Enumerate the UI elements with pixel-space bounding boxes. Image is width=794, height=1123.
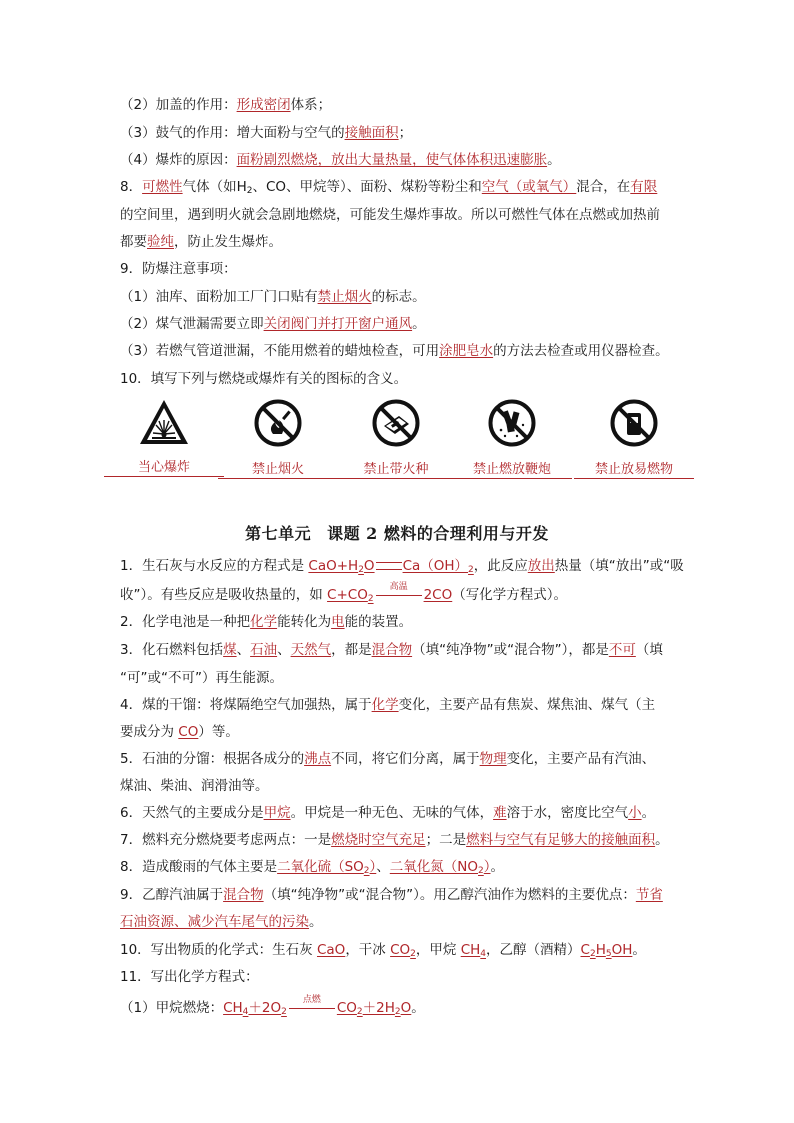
section-heading bbox=[0, 521, 794, 544]
equals-sign bbox=[376, 562, 402, 570]
answer-blank: 验纯 bbox=[147, 234, 174, 250]
text-line: 9．乙醇汽油属于混合物（填“纯净物”或“混合物”）。用乙醇汽油作为燃料的主要优点：节省 bbox=[120, 887, 663, 903]
lesson-title: 课题 2 燃料的合理利用与开发 bbox=[327, 524, 549, 543]
text-line: （1）油库、面粉加工厂门口贴有禁止烟火的标志。 bbox=[120, 289, 426, 305]
text-line: （2）加盖的作用：形成密闭体系； bbox=[120, 97, 332, 113]
text-line: 8．造成酸雨的气体主要是二氧化硫$(SO_2)$、二氧化氮$(NO_2)$。 bbox=[120, 859, 504, 876]
answer-blank: 形成密闭 bbox=[236, 97, 291, 113]
icon-item bbox=[336, 398, 456, 479]
answer-blank: 有限 bbox=[630, 179, 658, 195]
text-line: 的空间里，遇到明火就会急剧地燃烧，可能发生爆炸事故。所以可燃性气体在点燃或加热前 bbox=[120, 207, 660, 223]
no-firecrackers-icon bbox=[487, 398, 537, 448]
answer-blank: 可燃性 bbox=[142, 179, 183, 195]
icon-item bbox=[104, 398, 224, 477]
unit-title: 第七单元 bbox=[245, 524, 312, 543]
text-line: （3）鼓气的作用：增大面粉与空气的接触面积； bbox=[120, 125, 413, 141]
text-line: 6．天然气的主要成分是甲烷。甲烷是一种无色、无味的气体，难溶于水，密度比空气小。 bbox=[120, 805, 656, 821]
text-line: 11．写出化学方程式： bbox=[120, 969, 259, 985]
icon-caption: 禁止烟火 bbox=[218, 458, 338, 479]
answer-blank: 关闭阀门并打开窗户通风 bbox=[263, 316, 413, 332]
text-line: 9．防爆注意事项： bbox=[120, 261, 237, 277]
text-line: （4）爆炸的原因：面粉剧烈燃烧，放出大量热量，使气体体积迅速膨胀。 bbox=[120, 152, 561, 168]
icon-caption: 禁止放易燃物 bbox=[574, 458, 694, 479]
reaction-condition: 点燃 bbox=[287, 999, 337, 1017]
no-smoking-icon bbox=[253, 398, 303, 448]
text-line: （1）甲烷燃烧：$CH_4+2O_2$ 点燃 $CO_2+2H_2O$。 bbox=[120, 995, 425, 1017]
text-line: 7．燃料充分燃烧要考虑两点：一是燃烧时空气充足；二是燃料与空气有足够大的接触面积。 bbox=[120, 832, 669, 848]
explosion-warning-icon bbox=[138, 398, 190, 446]
text-line: （3）若燃气管道泄漏，不能用燃着的蜡烛检查，可用涂肥皂水的方法去检查或用仪器检查。 bbox=[120, 343, 669, 359]
icon-item bbox=[452, 398, 572, 479]
icon-caption: 禁止带火种 bbox=[336, 458, 456, 479]
text-line: 石油资源、减少汽车尾气的污染。 bbox=[120, 914, 323, 930]
text-line: “可”或“不可”）再生能源。 bbox=[120, 670, 283, 686]
text-line: （2）煤气泄漏需要立即关闭阀门并打开窗户通风。 bbox=[120, 316, 426, 332]
icon-caption: 当心爆炸 bbox=[104, 456, 224, 477]
text-line: 煤油、柴油、润滑油等。 bbox=[120, 778, 269, 794]
reaction-condition: 高温 bbox=[374, 586, 424, 604]
text-line: 1．生石灰与水反应的方程式是 $CaO+H_2O$ $Ca(OH)_2$，此反应放出热量（填“放出”或“吸 bbox=[120, 558, 684, 575]
icon-caption: 禁止燃放鞭炮 bbox=[452, 458, 572, 479]
text-line: 10．写出物质的化学式：生石灰 CaO，干冰 $CO_2$，甲烷 $CH_4$，乙醇（酒精）$C_2H_5OH$。 bbox=[120, 942, 646, 959]
text-line: 5．石油的分馏：根据各成分的沸点不同，将它们分离，属于物理变化，主要产品有汽油、 bbox=[120, 751, 656, 767]
answer-blank: 空气（或氧气） bbox=[481, 179, 577, 195]
text-line: 收”）。有些反应是吸收热量的，如 $C+CO_2$ 高温 2CO（写化学方程式）。 bbox=[120, 582, 567, 604]
text-line: 都要验纯，防止发生爆炸。 bbox=[120, 234, 282, 250]
icon-item bbox=[218, 398, 338, 479]
text-line: 3．化石燃料包括煤、石油、天然气，都是混合物（填“纯净物”或“混合物”），都是不可（填 bbox=[120, 642, 663, 658]
answer-blank: 面粉剧烈燃烧，放出大量热量，使气体体积迅速膨胀 bbox=[236, 152, 548, 168]
text-line: 10．填写下列与燃烧或爆炸有关的图标的含义。 bbox=[120, 371, 408, 387]
answer-blank: 禁止烟火 bbox=[317, 289, 372, 305]
text-line: 8．可燃性气体（如$H_2$、CO、甲烷等）、面粉、煤粉等粉尘和空气（或氧气）混合，在有限 bbox=[120, 179, 658, 196]
answer-blank: 接触面积 bbox=[344, 125, 399, 141]
safety-icons-row bbox=[0, 398, 794, 488]
text-line: 要成分为 CO）等。 bbox=[120, 724, 239, 740]
text-line: 2．化学电池是一种把化学能转化为电能的装置。 bbox=[120, 614, 413, 630]
answer-blank: 涂肥皂水 bbox=[439, 343, 494, 359]
text-line: 4．煤的干馏：将煤隔绝空气加强热，属于化学变化，主要产品有焦炭、煤焦油、煤气（主 bbox=[120, 697, 656, 713]
no-flammables-icon bbox=[609, 398, 659, 448]
icon-item bbox=[574, 398, 694, 479]
no-fire-source-icon bbox=[371, 398, 421, 448]
